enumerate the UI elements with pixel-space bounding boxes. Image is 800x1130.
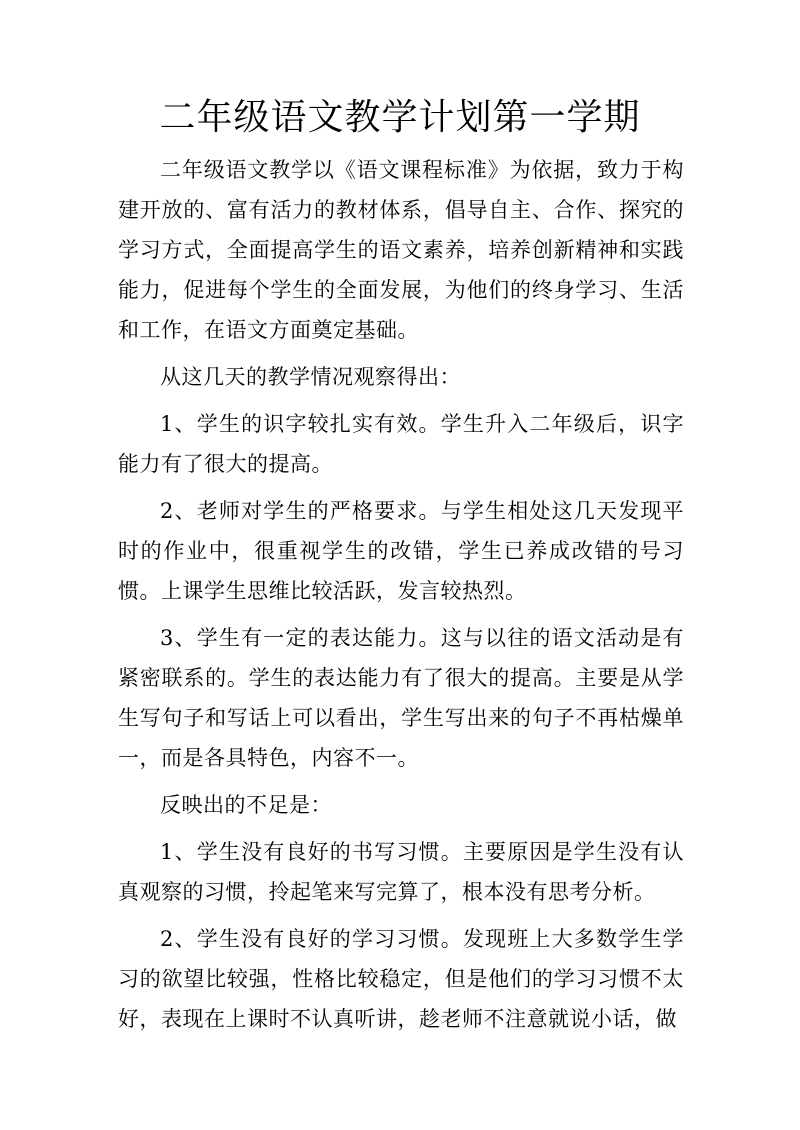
paragraph-intro: 二年级语文教学以《语文课程标准》为依据，致力于构建开放的、富有活力的教材体系，倡导自主、合作、探究的学习方式，全面提高学生的语文素养，培养创新精神和实践能力，促进每个学生的全面发展，为他们的终身学习、生活和工作，在语文方面奠定基础。 [118, 158, 684, 342]
paragraph-shortcomings-heading: 反映出的不足是： [160, 793, 332, 817]
paragraph-strength-2: 2、老师对学生的严格要求。与学生相处这几天发现平时的作业中，很重视学生的改错，学生已养成改错的号习惯。上课学生思维比较活跃，发言较热烈。 [118, 499, 684, 603]
document-body [118, 150, 684, 1046]
paragraph-strength-1: 1、学生的识字较扎实有效。学生升入二年级后，识字能力有了很大的提高。 [118, 412, 684, 476]
paragraph-shortcoming-2: 2、学生没有良好的学习习惯。发现班上大多数学生学习的欲望比较强，性格比较稳定，但是他们的学习习惯不太好，表现在上课时不认真听讲，趁老师不注意就说小话，做 [118, 927, 684, 1031]
paragraph-strength-3: 3、学生有一定的表达能力。这与以往的语文活动是有紧密联系的。学生的表达能力有了很大的提高。主要是从学生写句子和写话上可以看出，学生写出来的句子不再枯燥单一，而是各具特色，内容不一。 [118, 626, 684, 770]
paragraph-observation-heading: 从这几天的教学情况观察得出： [160, 365, 461, 389]
paragraph-shortcoming-1: 1、学生没有良好的书写习惯。主要原因是学生没有认真观察的习惯，拎起笔来写完算了，根本没有思考分析。 [118, 840, 684, 904]
document-title: 二年级语文教学计划第一学期 [159, 97, 641, 138]
